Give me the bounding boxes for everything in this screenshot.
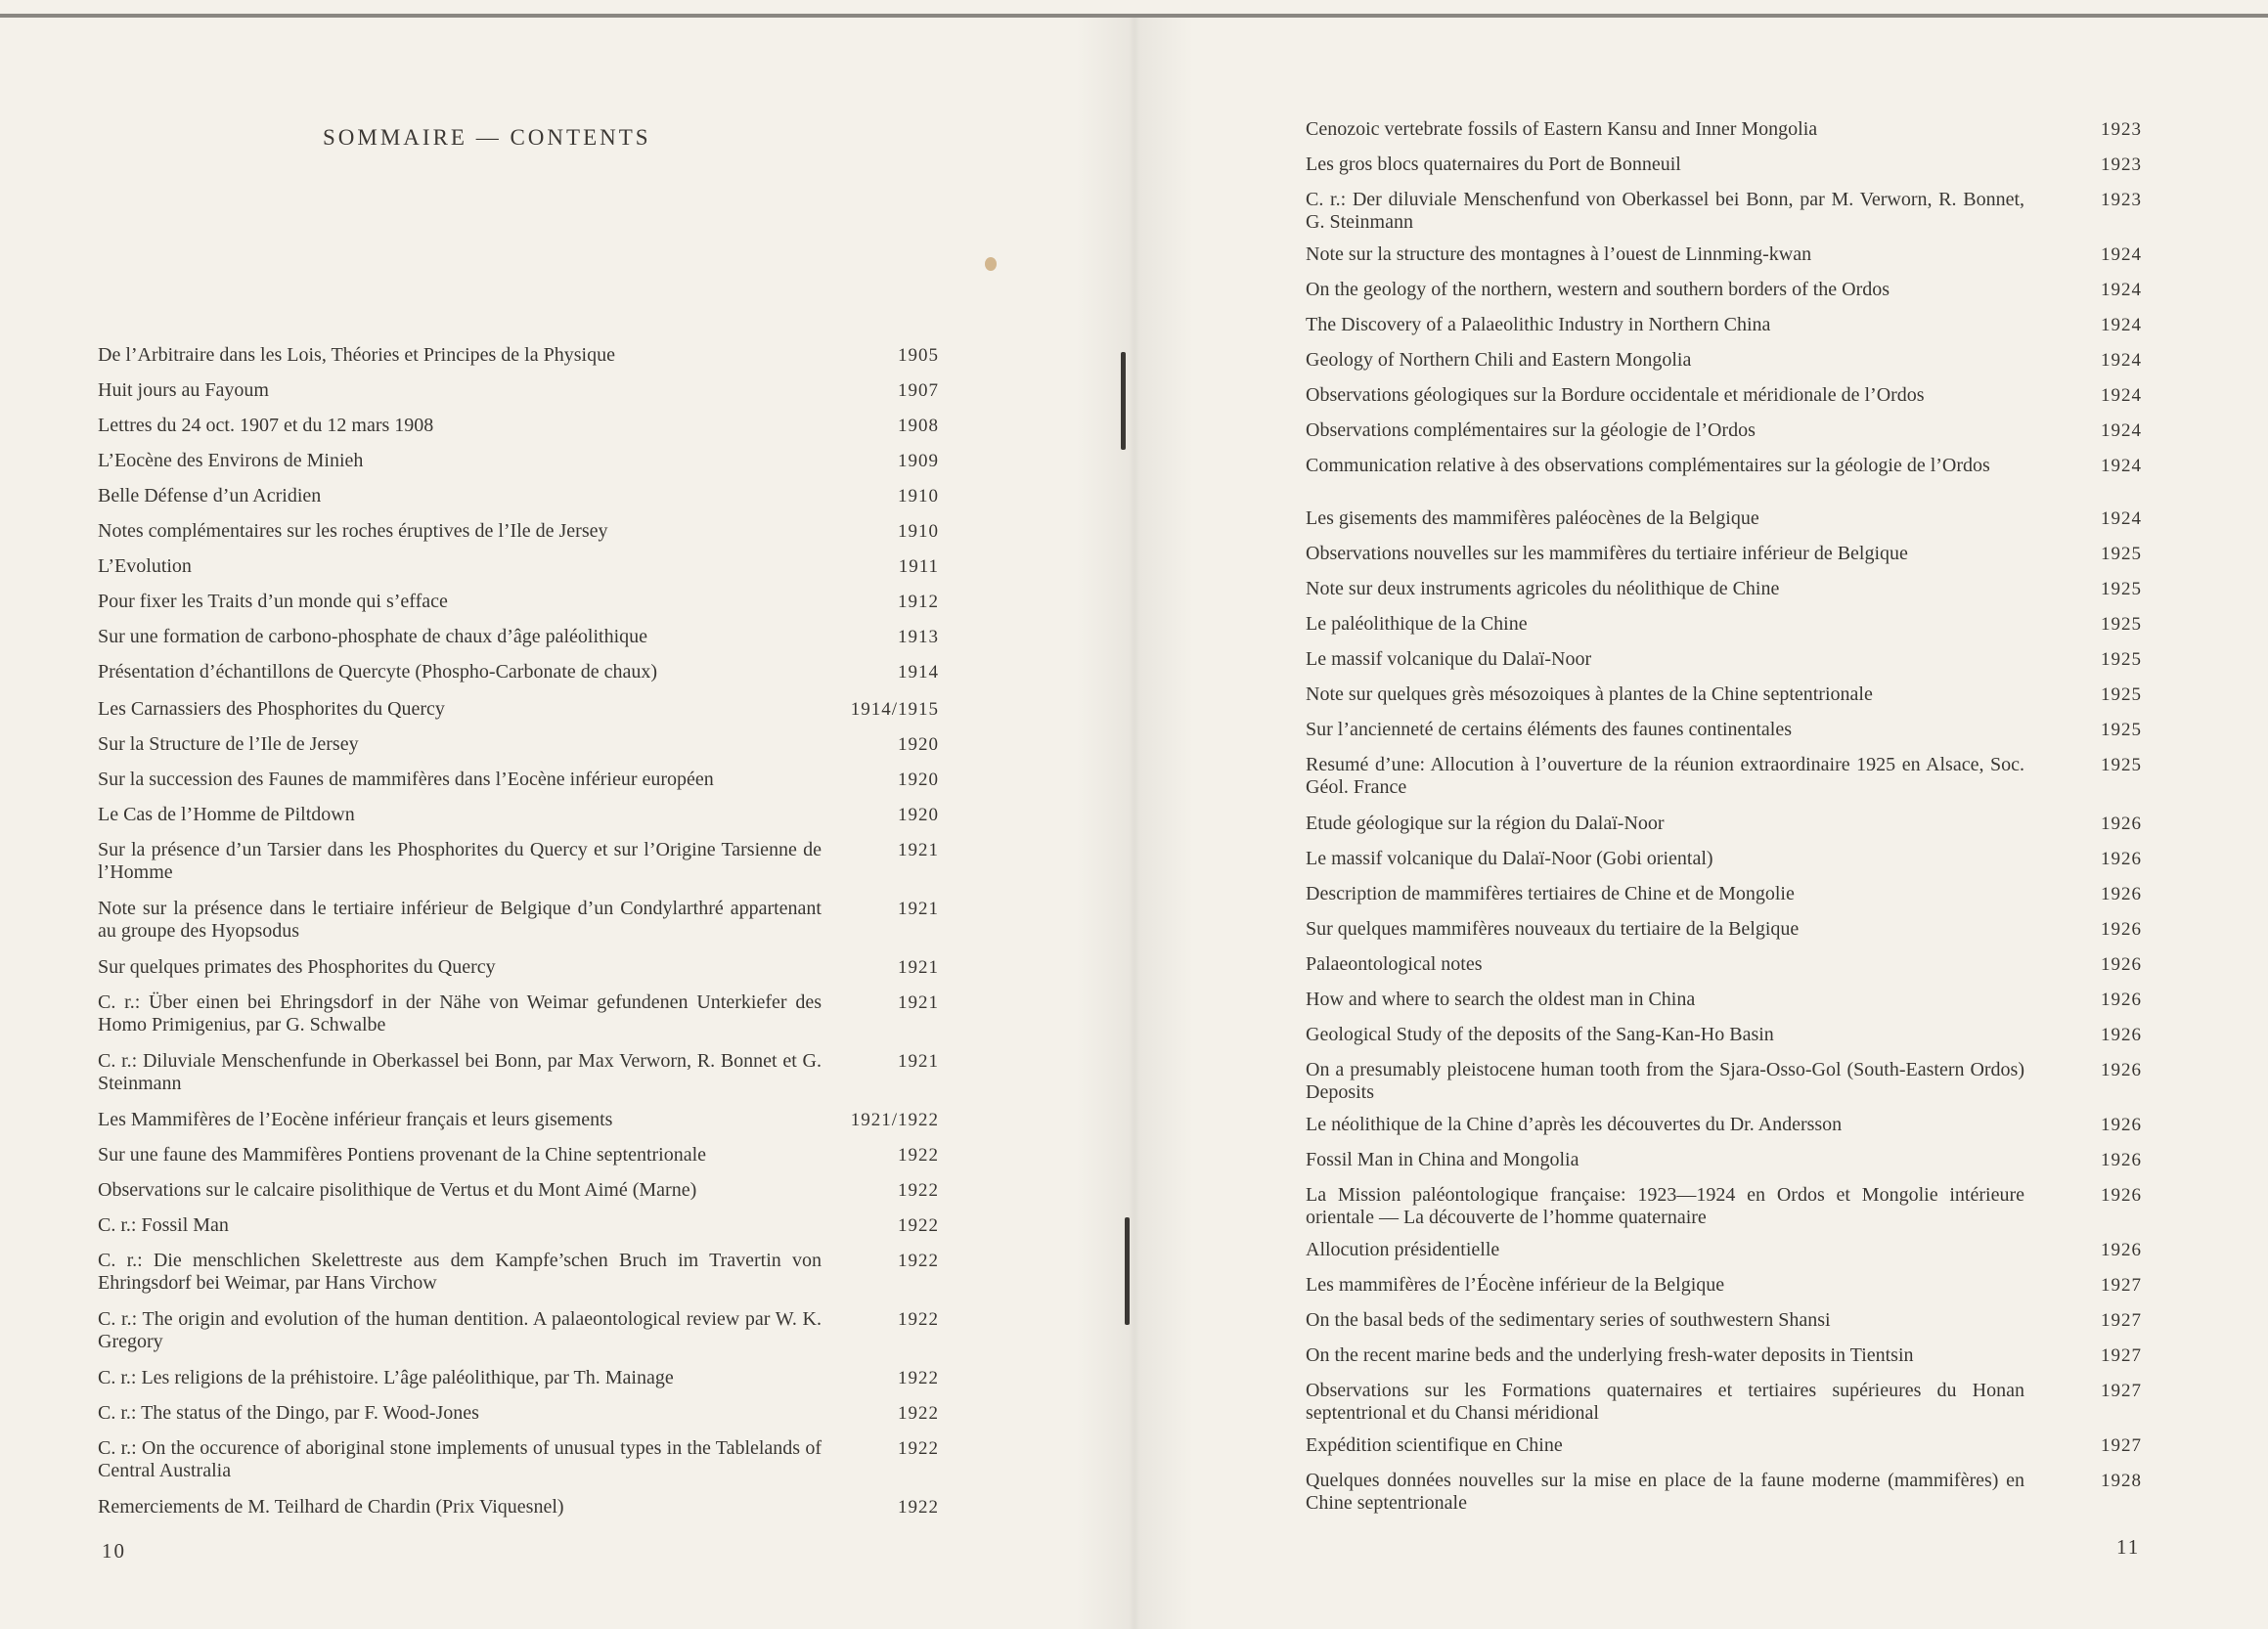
right-entry	[1306, 648, 2142, 671]
staple-bottom	[1125, 1217, 1130, 1325]
entry-title: Observations sur le calcaire pisolithique de Vertus et du Mont Aimé (Marne)	[98, 1179, 697, 1201]
right-entry	[1306, 1024, 2142, 1046]
entry-year: 1921	[898, 957, 939, 978]
left-entry	[98, 839, 939, 884]
entry-year: 1927	[2101, 1381, 2142, 1401]
entry-title: Cenozoic vertebrate fossils of Eastern Kansu and Inner Mongolia	[1306, 118, 1818, 140]
left-entry	[98, 415, 939, 437]
right-entry	[1306, 1380, 2142, 1425]
left-entry	[98, 591, 939, 613]
left-entry	[98, 769, 939, 791]
right-entry	[1306, 813, 2142, 835]
left-entry	[98, 1250, 939, 1295]
entry-year: 1924	[2101, 385, 2142, 406]
left-entry	[98, 1496, 939, 1519]
entry-year: 1925	[2101, 544, 2142, 564]
left-entry	[98, 898, 939, 943]
entry-year: 1925	[2101, 755, 2142, 775]
entry-year: 1926	[2101, 919, 2142, 940]
left-entry	[98, 1402, 939, 1425]
entry-title: De l’Arbitraire dans les Lois, Théories et Principes de la Physique	[98, 344, 615, 366]
entry-title: Sur quelques mammifères nouveaux du tertiaire de la Belgique	[1306, 918, 1800, 940]
right-entry	[1306, 243, 2142, 266]
entry-year: 1924	[2101, 244, 2142, 265]
entry-year: 1924	[2101, 315, 2142, 335]
right-entry	[1306, 118, 2142, 141]
entry-title: Note sur la structure des montagnes à l’ouest de Linnming-kwan	[1306, 243, 1812, 265]
entry-title: Expédition scientifique en Chine	[1306, 1434, 1563, 1456]
left-entry	[98, 485, 939, 507]
right-entry	[1306, 953, 2142, 976]
entry-year: 1924	[2101, 456, 2142, 476]
entry-title: Les gisements des mammifères paléocènes de la Belgique	[1306, 507, 1759, 529]
entry-year: 1908	[898, 416, 939, 436]
entry-title: Allocution présidentielle	[1306, 1239, 1500, 1260]
entry-title: C. r.: The status of the Dingo, par F. Wood-Jones	[98, 1402, 479, 1424]
right-entry	[1306, 419, 2142, 442]
right-entry	[1306, 507, 2142, 530]
entry-year: 1922	[898, 1368, 939, 1388]
entry-title: Note sur la présence dans le tertiaire inférieur de Belgique d’un Condylarthré appartenant au groupe des Hyopsodus	[98, 898, 822, 942]
right-entry	[1306, 455, 2142, 477]
entry-year: 1921/1922	[850, 1110, 939, 1130]
entry-year: 1911	[898, 556, 939, 577]
entry-year: 1922	[898, 1180, 939, 1201]
entry-title: Fossil Man in China and Mongolia	[1306, 1149, 1579, 1170]
entry-year: 1910	[898, 521, 939, 542]
entry-title: Palaeontological notes	[1306, 953, 1483, 975]
right-entry	[1306, 683, 2142, 706]
left-entry	[98, 626, 939, 648]
entry-title: Le Cas de l’Homme de Piltdown	[98, 804, 355, 825]
entry-title: C. r.: The origin and evolution of the human dentition. A palaeontological review par W. K. Gregory	[98, 1308, 822, 1352]
right-entry	[1306, 154, 2142, 176]
entry-year: 1926	[2101, 954, 2142, 975]
entry-year: 1926	[2101, 1240, 2142, 1260]
entry-title: How and where to search the oldest man in China	[1306, 989, 1696, 1010]
entry-year: 1922	[898, 1215, 939, 1236]
left-entry	[98, 956, 939, 979]
entry-title: Observations nouvelles sur les mammifères du tertiaire inférieur de Belgique	[1306, 543, 1908, 564]
entry-title: Sur l’ancienneté de certains éléments des faunes continentales	[1306, 719, 1793, 740]
left-entry	[98, 344, 939, 367]
entry-title: On a presumably pleistocene human tooth from the Sjara-Osso-Gol (South-Eastern Ordos) Deposits	[1306, 1059, 2024, 1103]
entry-year: 1926	[2101, 1025, 2142, 1045]
entry-title: Remerciements de M. Teilhard de Chardin (Prix Viquesnel)	[98, 1496, 564, 1518]
entry-title: Sur une formation de carbono-phosphate de chaux d’âge paléolithique	[98, 626, 648, 647]
entry-title: Huit jours au Fayoum	[98, 379, 269, 401]
entry-year: 1910	[898, 486, 939, 506]
entry-title: Sur quelques primates des Phosphorites du Quercy	[98, 956, 496, 978]
entry-title: C. r.: Über einen bei Ehringsdorf in der Nähe von Weimar gefundenen Unterkiefer des Homo Primigenius, par G. Schwalbe	[98, 991, 822, 1035]
entry-year: 1925	[2101, 614, 2142, 635]
entry-title: Lettres du 24 oct. 1907 et du 12 mars 1908	[98, 415, 434, 436]
page-number-left: 10	[102, 1539, 126, 1563]
right-entry	[1306, 1149, 2142, 1171]
left-entry	[98, 733, 939, 756]
entry-title: C. r.: Les religions de la préhistoire. L’âge paléolithique, par Th. Mainage	[98, 1367, 674, 1388]
entry-title: The Discovery of a Palaeolithic Industry in Northern China	[1306, 314, 1771, 335]
entry-title: C. r.: Diluviale Menschenfunde in Oberkassel bei Bonn, par Max Verworn, R. Bonnet et G. Steinmann	[98, 1050, 822, 1094]
entry-year: 1923	[2101, 154, 2142, 175]
entry-year: 1922	[898, 1309, 939, 1330]
entry-year: 1924	[2101, 280, 2142, 300]
right-entry	[1306, 883, 2142, 905]
entry-year: 1905	[898, 345, 939, 366]
entry-title: Le massif volcanique du Dalaï-Noor (Gobi oriental)	[1306, 848, 1713, 869]
entry-year: 1923	[2101, 190, 2142, 210]
left-entry	[98, 1109, 939, 1131]
right-entry	[1306, 1184, 2142, 1229]
left-entry	[98, 804, 939, 826]
staple-top	[1121, 352, 1126, 450]
entry-year: 1923	[2101, 119, 2142, 140]
entry-title: Les gros blocs quaternaires du Port de Bonneuil	[1306, 154, 1681, 175]
left-entry	[98, 661, 939, 683]
entry-title: La Mission paléontologique française: 1923—1924 en Ordos et Mongolie intérieure orientale — La découverte de l’homme quaternaire	[1306, 1184, 2024, 1228]
right-entry	[1306, 384, 2142, 407]
entry-year: 1927	[2101, 1345, 2142, 1366]
entry-year: 1914	[898, 662, 939, 682]
entry-title: On the basal beds of the sedimentary series of southwestern Shansi	[1306, 1309, 1831, 1331]
entry-year: 1907	[898, 380, 939, 401]
entry-year: 1927	[2101, 1310, 2142, 1331]
entry-year: 1912	[898, 592, 939, 612]
entry-title: L’Eocène des Environs de Minieh	[98, 450, 364, 471]
right-entry	[1306, 989, 2142, 1011]
entry-title: Belle Défense d’un Acridien	[98, 485, 322, 506]
entry-title: Communication relative à des observations complémentaires sur la géologie de l’Ordos	[1306, 455, 1990, 476]
entry-year: 1925	[2101, 579, 2142, 599]
entry-year: 1921	[898, 840, 939, 860]
right-entry	[1306, 578, 2142, 600]
entry-year: 1926	[2101, 1185, 2142, 1206]
entry-year: 1913	[898, 627, 939, 647]
entry-year: 1920	[898, 805, 939, 825]
entry-title: Le néolithique de la Chine d’après les découvertes du Dr. Andersson	[1306, 1114, 1843, 1135]
entry-title: C. r.: Der diluviale Menschenfund von Oberkassel bei Bonn, par M. Verworn, R. Bonnet, G. Steinmann	[1306, 189, 2024, 233]
entry-year: 1926	[2101, 849, 2142, 869]
right-entry	[1306, 848, 2142, 870]
entry-year: 1924	[2101, 420, 2142, 441]
left-entry	[98, 1367, 939, 1389]
left-entry	[98, 991, 939, 1036]
entry-year: 1924	[2101, 350, 2142, 371]
entry-year: 1921	[898, 992, 939, 1013]
entry-year: 1926	[2101, 814, 2142, 834]
entry-title: Quelques données nouvelles sur la mise en place de la faune moderne (mammifères) en Chine septentrionale	[1306, 1470, 2024, 1514]
entry-title: Sur une faune des Mammifères Pontiens provenant de la Chine septentrionale	[98, 1144, 707, 1166]
right-entry	[1306, 279, 2142, 301]
entry-year: 1914/1915	[850, 699, 939, 720]
right-entry	[1306, 1434, 2142, 1457]
left-entry	[98, 1179, 939, 1202]
entry-title: L’Evolution	[98, 555, 192, 577]
entry-year: 1926	[2101, 1150, 2142, 1170]
entry-year: 1925	[2101, 684, 2142, 705]
entry-year: 1920	[898, 770, 939, 790]
left-entry	[98, 520, 939, 543]
entry-year: 1924	[2101, 508, 2142, 529]
left-entry	[98, 1308, 939, 1353]
entry-title: Le paléolithique de la Chine	[1306, 613, 1528, 635]
left-entry	[98, 450, 939, 472]
right-entry	[1306, 1059, 2142, 1104]
right-entry	[1306, 719, 2142, 741]
entry-title: On the recent marine beds and the underlying fresh-water deposits in Tientsin	[1306, 1344, 1914, 1366]
entry-year: 1925	[2101, 720, 2142, 740]
entry-year: 1922	[898, 1497, 939, 1518]
entry-title: Geology of Northern Chili and Eastern Mongolia	[1306, 349, 1692, 371]
right-entry	[1306, 613, 2142, 636]
entry-year: 1927	[2101, 1435, 2142, 1456]
left-entry	[98, 1437, 939, 1482]
left-entry	[98, 1050, 939, 1095]
entry-title: Note sur quelques grès mésozoiques à plantes de la Chine septentrionale	[1306, 683, 1873, 705]
entry-title: Sur la Structure de l’Ile de Jersey	[98, 733, 359, 755]
right-entry	[1306, 754, 2142, 799]
right-entry	[1306, 918, 2142, 941]
entry-year: 1926	[2101, 1115, 2142, 1135]
right-entry	[1306, 543, 2142, 565]
right-entry	[1306, 1114, 2142, 1136]
entry-title: Les mammifères de l’Éocène inférieur de la Belgique	[1306, 1274, 1725, 1296]
entry-title: Les Carnassiers des Phosphorites du Quercy	[98, 698, 445, 720]
entry-year: 1922	[898, 1438, 939, 1459]
right-entry	[1306, 189, 2142, 234]
entry-title: Sur la succession des Faunes de mammifères dans l’Eocène inférieur européen	[98, 769, 714, 790]
entry-title: Observations sur les Formations quaternaires et tertiaires supérieures du Honan septentrional et du Chansi méridional	[1306, 1380, 2024, 1424]
entry-title: Description de mammifères tertiaires de Chine et de Mongolie	[1306, 883, 1795, 904]
entry-title: Pour fixer les Traits d’un monde qui s’efface	[98, 591, 448, 612]
book-gutter	[1076, 18, 1193, 1629]
page-title: SOMMAIRE — CONTENTS	[323, 125, 651, 150]
entry-year: 1921	[898, 899, 939, 919]
entry-title: On the geology of the northern, western and southern borders of the Ordos	[1306, 279, 1890, 300]
entry-title: Sur la présence d’un Tarsier dans les Phosphorites du Quercy et sur l’Origine Tarsienne de l’Homme	[98, 839, 822, 883]
right-entry	[1306, 1344, 2142, 1367]
entry-year: 1922	[898, 1145, 939, 1166]
entry-year: 1922	[898, 1251, 939, 1271]
entry-year: 1926	[2101, 884, 2142, 904]
right-entry	[1306, 1470, 2142, 1515]
entry-year: 1920	[898, 734, 939, 755]
right-entry	[1306, 314, 2142, 336]
entry-title: Geological Study of the deposits of the Sang-Kan-Ho Basin	[1306, 1024, 1774, 1045]
entry-title: Note sur deux instruments agricoles du néolithique de Chine	[1306, 578, 1780, 599]
entry-year: 1926	[2101, 990, 2142, 1010]
entry-title: C. r.: Fossil Man	[98, 1214, 229, 1236]
right-entry	[1306, 1239, 2142, 1261]
entry-year: 1909	[898, 451, 939, 471]
right-entry	[1306, 349, 2142, 372]
left-entry	[98, 698, 939, 721]
entry-year: 1922	[898, 1403, 939, 1424]
entry-year: 1926	[2101, 1060, 2142, 1080]
left-entry	[98, 1144, 939, 1167]
entry-title: Le massif volcanique du Dalaï-Noor	[1306, 648, 1592, 670]
entry-title: Observations complémentaires sur la géologie de l’Ordos	[1306, 419, 1756, 441]
left-entry	[98, 1214, 939, 1237]
left-entry	[98, 555, 939, 578]
right-entry	[1306, 1274, 2142, 1297]
left-entry	[98, 379, 939, 402]
page-number-right: 11	[2116, 1535, 2141, 1559]
entry-title: Les Mammifères de l’Eocène inférieur français et leurs gisements	[98, 1109, 613, 1130]
entry-year: 1928	[2101, 1471, 2142, 1491]
right-entry	[1306, 1309, 2142, 1332]
entry-year: 1921	[898, 1051, 939, 1072]
paper-stain	[985, 257, 997, 271]
entry-year: 1925	[2101, 649, 2142, 670]
entry-title: Observations géologiques sur la Bordure occidentale et méridionale de l’Ordos	[1306, 384, 1925, 406]
entry-title: Resumé d’une: Allocution à l’ouverture de la réunion extraordinaire 1925 en Alsace, Soc. Géol. France	[1306, 754, 2024, 798]
entry-title: C. r.: On the occurence of aboriginal stone implements of unusual types in the Tablelands of Central Australia	[98, 1437, 822, 1481]
entry-title: C. r.: Die menschlichen Skelettreste aus dem Kampfe’schen Bruch im Travertin von Ehringsdorf bei Weimar, par Hans Virchow	[98, 1250, 822, 1294]
entry-title: Etude géologique sur la région du Dalaï-Noor	[1306, 813, 1665, 834]
entry-year: 1927	[2101, 1275, 2142, 1296]
entry-title: Présentation d’échantillons de Quercyte (Phospho-Carbonate de chaux)	[98, 661, 658, 682]
entry-title: Notes complémentaires sur les roches éruptives de l’Ile de Jersey	[98, 520, 608, 542]
